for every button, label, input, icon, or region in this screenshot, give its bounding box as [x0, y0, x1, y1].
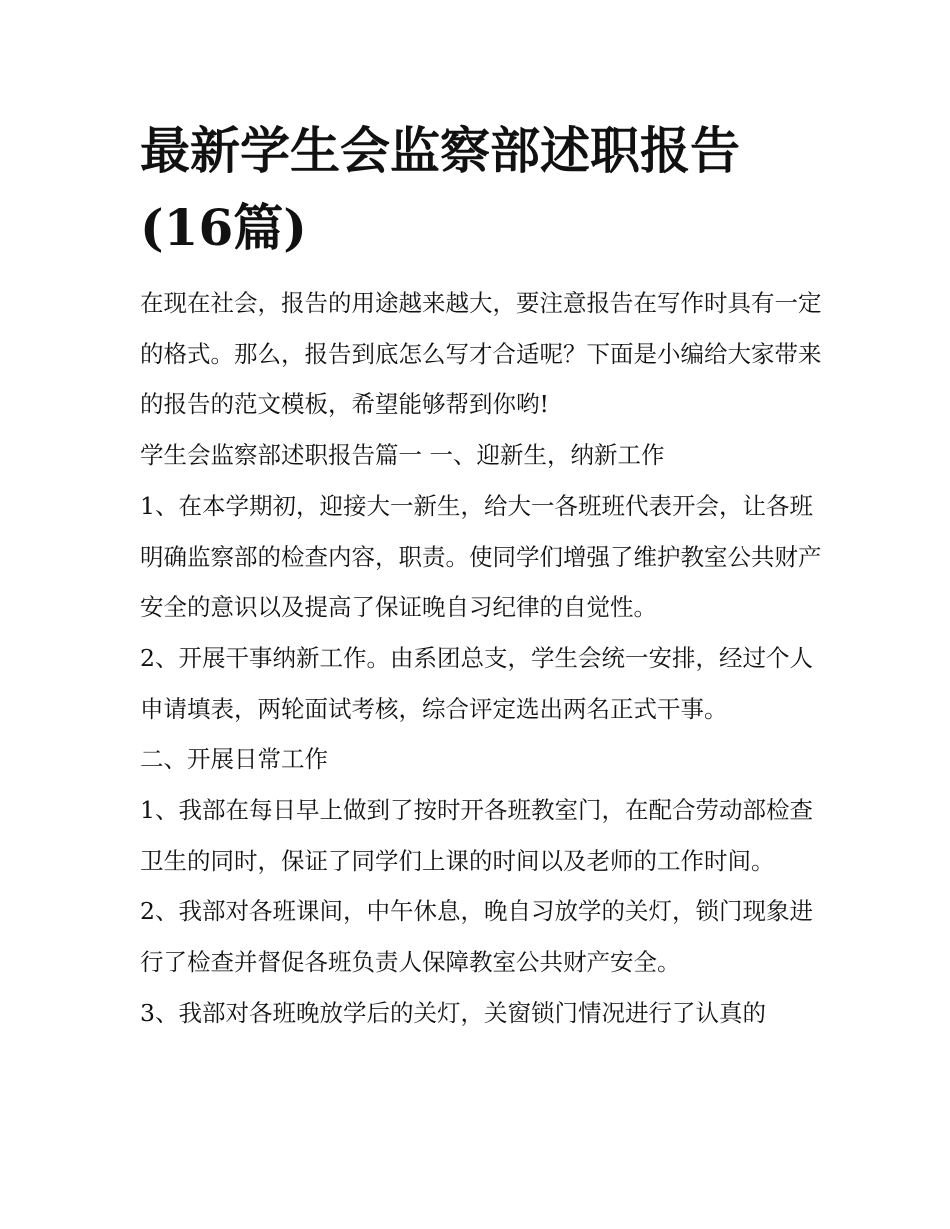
intro-paragraph: 在现在社会，报告的用途越来越大，要注意报告在写作时具有一定的格式。那么，报告到底怎么写才合适呢？下面是小编给大家带来的报告的范文模板，希望能够帮到你哟!: [140, 289, 822, 419]
section-heading-paragraph: 学生会监察部述职报告篇一 一、迎新生，纳新工作: [140, 441, 665, 470]
body-paragraph: 1、在本学期初，迎接大一新生，给大一各班班代表开会，让各班明确监察部的检查内容，职责。使同学们增强了维护教室公共财产安全的意识以及提高了保证晚自习纪律的自觉性。: [140, 491, 822, 622]
body-paragraph: 3、我部对各班晚放学后的关灯，关窗锁门情况进行了认真的: [140, 998, 766, 1027]
body-paragraph: 2、开展干事纳新工作。由系团总支，学生会统一安排，经过个人申请填表，两轮面试考核，综合评定选出两名正式干事。: [140, 643, 813, 723]
document-body: [140, 278, 830, 1039]
body-paragraph: 2、我部对各班课间，中午休息，晚自习放学的关灯，锁门现象进行了检查并督促各班负责人保障教室公共财产安全。: [140, 897, 813, 977]
section-heading-paragraph: 二、开展日常工作: [140, 745, 328, 774]
body-paragraph: 1、我部在每日早上做到了按时开各班教室门，在配合劳动部检查卫生的同时，保证了同学们上课的时间以及老师的工作时间。: [140, 796, 813, 875]
document-title: 最新学生会监察部述职报告(16篇): [140, 121, 740, 257]
